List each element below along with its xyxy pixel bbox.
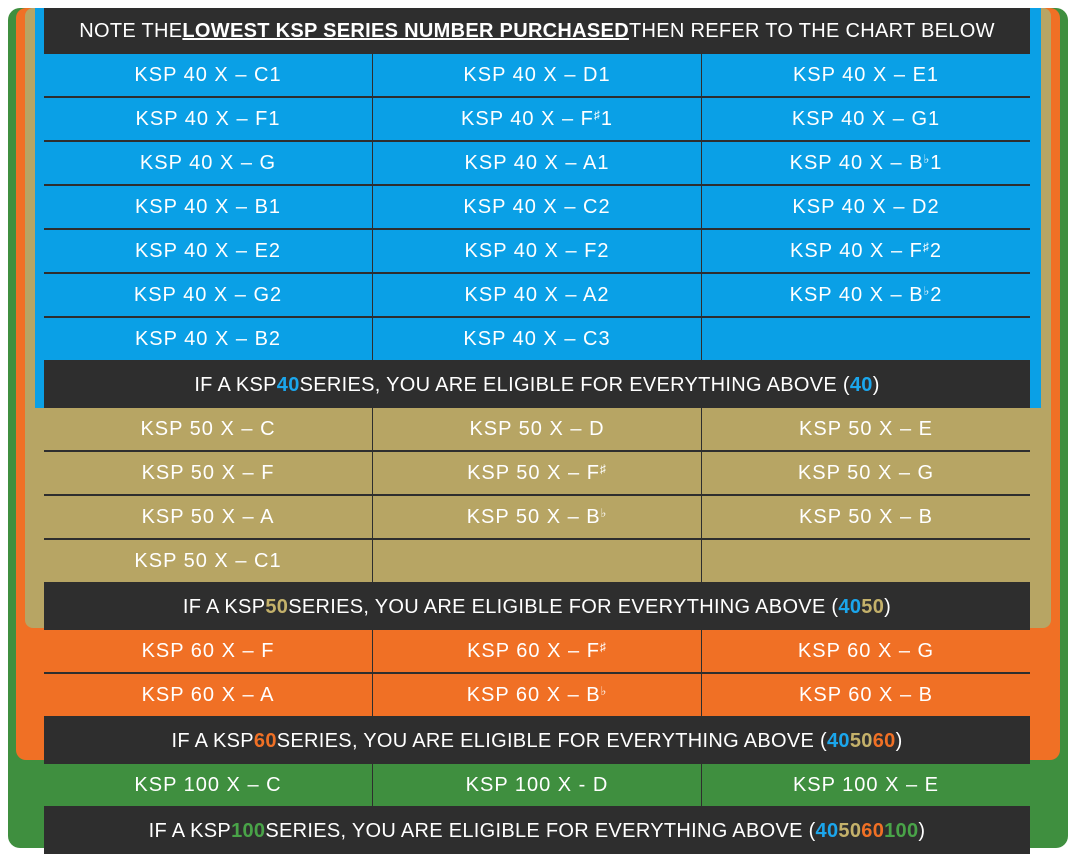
model-label: KSP 40 X – F [461, 107, 594, 130]
model-cell-ksp-50 [373, 540, 701, 582]
model-cell-ksp-40 [44, 230, 372, 272]
model-cell-ksp-50 [702, 496, 1030, 538]
model-label: KSP 40 X – A1 [464, 151, 610, 174]
model-label: KSP 40 X – E2 [134, 239, 282, 262]
eligibility-text: SERIES, YOU ARE ELIGIBLE FOR EVERYTHING ABOVE ( [265, 819, 816, 842]
model-label: KSP 40 X – F [790, 239, 923, 262]
model-cell-ksp-40: KSP 40 X – B ♭ 1 [702, 142, 1030, 184]
model-octave: 1 [930, 151, 943, 174]
model-label: KSP 60 X – F [141, 639, 275, 662]
eligibility-row-ksp-40 [44, 362, 1030, 408]
model-label: KSP 40 X – B [789, 283, 924, 306]
model-label: KSP 50 X – F [141, 461, 275, 484]
eligibility-close: ) [895, 729, 903, 752]
eligibility-list-number: 60 [872, 729, 896, 752]
model-cell-ksp-40: KSP 40 X – F ♯ 2 [702, 230, 1030, 272]
eligibility-close: ) [872, 373, 880, 396]
eligibility-close: ) [918, 819, 926, 842]
model-label: KSP 100 X - D [465, 773, 609, 796]
model-cell-ksp-40: KSP 40 X – B ♭ 2 [702, 274, 1030, 316]
eligibility-list-number: 40 [838, 595, 862, 618]
header-suffix: THEN REFER TO THE CHART BELOW [628, 19, 995, 42]
model-cell-ksp-40 [373, 318, 701, 360]
model-label: KSP 40 X – E1 [792, 63, 940, 86]
model-label: KSP 100 X – C [134, 773, 282, 796]
model-label: KSP 40 X – D1 [463, 63, 611, 86]
model-label: KSP 50 X – A [141, 505, 275, 528]
eligibility-list-number: 100 [884, 819, 919, 842]
eligibility-row-ksp-60 [44, 718, 1030, 764]
eligibility-list-number: 40 [815, 819, 839, 842]
header-prefix: NOTE THE [79, 19, 183, 42]
model-cell-ksp-40 [44, 274, 372, 316]
model-label: KSP 50 X – C [140, 417, 276, 440]
eligibility-list-number: 50 [838, 819, 862, 842]
model-label: KSP 40 X – F1 [135, 107, 281, 130]
model-label: KSP 40 X – F2 [464, 239, 610, 262]
model-cell-ksp-50 [44, 408, 372, 450]
model-cell-ksp-50 [373, 408, 701, 450]
model-label: KSP 40 X – C3 [463, 327, 611, 350]
model-label: KSP 40 X – G [139, 151, 277, 174]
model-cell-ksp-50: KSP 50 X – B ♭ [373, 496, 701, 538]
model-label: KSP 40 X – D2 [792, 195, 940, 218]
model-label: KSP 60 X – B [466, 683, 601, 706]
eligibility-prefix: IF A KSP [148, 819, 232, 842]
eligibility-list-number: 50 [861, 595, 885, 618]
model-cell-ksp-100 [44, 764, 372, 806]
eligibility-text: SERIES, YOU ARE ELIGIBLE FOR EVERYTHING ABOVE ( [276, 729, 827, 752]
model-label: KSP 40 X – C1 [134, 63, 282, 86]
model-cell-ksp-40 [44, 98, 372, 140]
model-label: KSP 40 X – B1 [134, 195, 282, 218]
model-cell-ksp-100 [702, 764, 1030, 806]
model-label: KSP 40 X – B2 [134, 327, 282, 350]
eligibility-series-number: 40 [276, 373, 300, 396]
model-cell-ksp-50 [702, 540, 1030, 582]
model-label: KSP 50 X – G [797, 461, 935, 484]
model-label: KSP 50 X – B [466, 505, 601, 528]
model-cell-ksp-100 [373, 764, 701, 806]
model-label: KSP 40 X – G1 [791, 107, 941, 130]
eligibility-list-number: 40 [849, 373, 873, 396]
eligibility-text: SERIES, YOU ARE ELIGIBLE FOR EVERYTHING ABOVE ( [288, 595, 839, 618]
model-cell-ksp-60 [44, 674, 372, 716]
eligibility-list-number: 40 [826, 729, 850, 752]
model-label: KSP 40 X – A2 [464, 283, 610, 306]
model-cell-ksp-40 [44, 142, 372, 184]
eligibility-prefix: IF A KSP [171, 729, 254, 752]
model-cell-ksp-40 [702, 186, 1030, 228]
header-emphasis: LOWEST KSP SERIES NUMBER PURCHASED [182, 19, 629, 42]
model-label: KSP 50 X – F [467, 461, 600, 484]
eligibility-text: SERIES, YOU ARE ELIGIBLE FOR EVERYTHING ABOVE ( [299, 373, 850, 396]
model-cell-ksp-50 [44, 452, 372, 494]
model-cell-ksp-40 [373, 274, 701, 316]
model-cell-ksp-50 [44, 496, 372, 538]
model-cell-ksp-50 [702, 408, 1030, 450]
model-cell-ksp-50 [44, 540, 372, 582]
eligibility-prefix: IF A KSP [194, 373, 277, 396]
model-octave: 2 [930, 283, 943, 306]
model-cell-ksp-40 [702, 98, 1030, 140]
eligibility-prefix: IF A KSP [182, 595, 266, 618]
eligibility-row-ksp-100 [44, 808, 1030, 854]
model-cell-ksp-60 [702, 674, 1030, 716]
eligibility-list-number: 60 [861, 819, 885, 842]
model-cell-ksp-40 [702, 318, 1030, 360]
eligibility-series-number: 100 [231, 819, 266, 842]
chart-header [44, 8, 1030, 54]
model-label: KSP 60 X – B [799, 683, 933, 706]
model-label: KSP 60 X – F [467, 639, 600, 662]
model-cell-ksp-40 [373, 54, 701, 96]
eligibility-row-ksp-50 [44, 584, 1030, 630]
model-octave: 1 [600, 107, 613, 130]
model-cell-ksp-40 [373, 142, 701, 184]
ksp-eligibility-chart [44, 8, 1030, 854]
model-cell-ksp-40 [44, 186, 372, 228]
model-cell-ksp-50 [702, 452, 1030, 494]
eligibility-series-number: 50 [265, 595, 289, 618]
model-cell-ksp-40: KSP 40 X – F ♯ 1 [373, 98, 701, 140]
model-label: KSP 50 X – B [799, 505, 933, 528]
model-cell-ksp-60: KSP 60 X – B ♭ [373, 674, 701, 716]
model-cell-ksp-40 [373, 186, 701, 228]
model-cell-ksp-60: KSP 60 X – F ♯ [373, 630, 701, 672]
model-cell-ksp-40 [44, 318, 372, 360]
model-label: KSP 60 X – A [141, 683, 275, 706]
model-label: KSP 50 X – D [469, 417, 605, 440]
model-octave: 2 [929, 239, 942, 262]
model-label: KSP 40 X – B [789, 151, 924, 174]
model-label: KSP 40 X – G2 [133, 283, 283, 306]
model-label: KSP 50 X – C1 [134, 549, 282, 572]
model-cell-ksp-40 [702, 54, 1030, 96]
eligibility-series-number: 60 [253, 729, 277, 752]
eligibility-list-number: 50 [849, 729, 873, 752]
model-label: KSP 40 X – C2 [463, 195, 611, 218]
model-label: KSP 100 X – E [792, 773, 940, 796]
model-cell-ksp-40 [373, 230, 701, 272]
model-label: KSP 50 X – E [799, 417, 933, 440]
model-cell-ksp-60 [44, 630, 372, 672]
eligibility-close: ) [884, 595, 892, 618]
model-label: KSP 60 X – G [797, 639, 935, 662]
model-cell-ksp-60 [702, 630, 1030, 672]
model-cell-ksp-40 [44, 54, 372, 96]
model-cell-ksp-50: KSP 50 X – F ♯ [373, 452, 701, 494]
